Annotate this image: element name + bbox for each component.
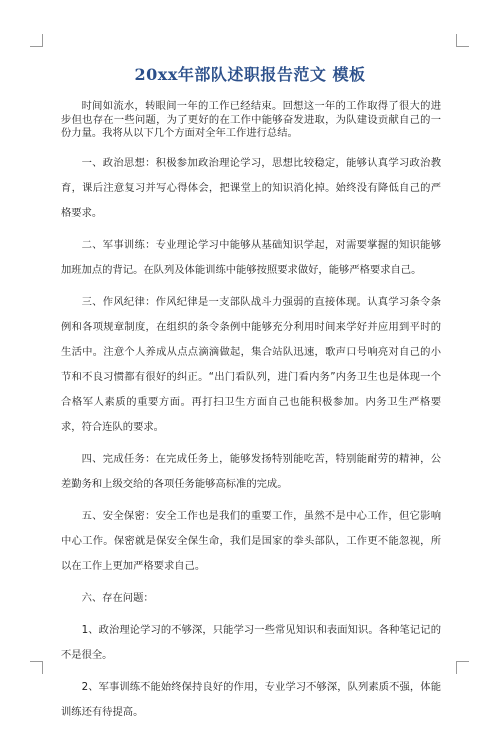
section-discipline: 三、作风纪律：作风纪律是一支部队战斗力强弱的直接体现。认真学习条令条例和各项规章制度，在组织的条令条例中能够充分利用时间来学好并应用到平时的生活中。注意个人养成从点点滴滴做起，集合站队迅速，歌声口号响亮对自己的小节和不良习惯都有很好的纠正。“出门看队列，进门看内务”内务卫生也是体现一个合格军人素质的重要方面。再打扫卫生方面自己也能积极参加。内务卫生严格要求，符合连队的要求。 <box>61 295 441 433</box>
crop-mark-top-left <box>30 34 43 47</box>
document-title: 20xx年部队述职报告范文 模板 <box>134 65 366 84</box>
problem-item-2: 2、军事训练不能始终保持良好的作用，专业学习不够深，队列素质不强，体能训练还有待提高。 <box>61 680 441 718</box>
section-problems-heading: 六、存在问题： <box>81 591 154 604</box>
document-body <box>61 100 441 732</box>
section-security: 五、安全保密：安全工作也是我们的重要工作，虽然不是中心工作，但它影响中心工作。保密就是保安全保生命，我们是国家的拳头部队，工作更不能忽视，所以在工作上更加严格要求自己。 <box>61 509 441 572</box>
section-military-training: 二、军事训练：专业理论学习中能够从基础知识学起，对需要掌握的知识能够加班加点的背记。在队列及体能训练中能够按照要求做好，能够严格要求自己。 <box>61 238 441 276</box>
crop-mark-bottom-right <box>456 661 469 674</box>
section-tasks: 四、完成任务：在完成任务上，能够发扬特别能吃苦，特别能耐劳的精神，公差勤务和上级交给的各项任务能够高标准的完成。 <box>61 452 441 490</box>
crop-mark-top-right <box>456 34 469 47</box>
intro-paragraph: 时间如流水，转眼间一年的工作已经结束。回想这一年的工作取得了很大的进步但也存在一些问题，为了更好的在工作中能够奋发进取，为队建设贡献自己的一份力量。我将从以下几个方面对全年工作进行总结。 <box>61 100 441 140</box>
crop-mark-bottom-left <box>30 661 43 674</box>
problem-item-1: 1、政治理论学习的不够深，只能学习一些常见知识和表面知识。各种笔记记的不是很全。 <box>61 623 441 661</box>
section-political: 一、政治思想：积极参加政治理论学习，思想比较稳定，能够认真学习政治教育，课后注意复习并写心得体会，把课堂上的知识消化掉。始终没有降低自己的严格要求。 <box>61 156 441 219</box>
